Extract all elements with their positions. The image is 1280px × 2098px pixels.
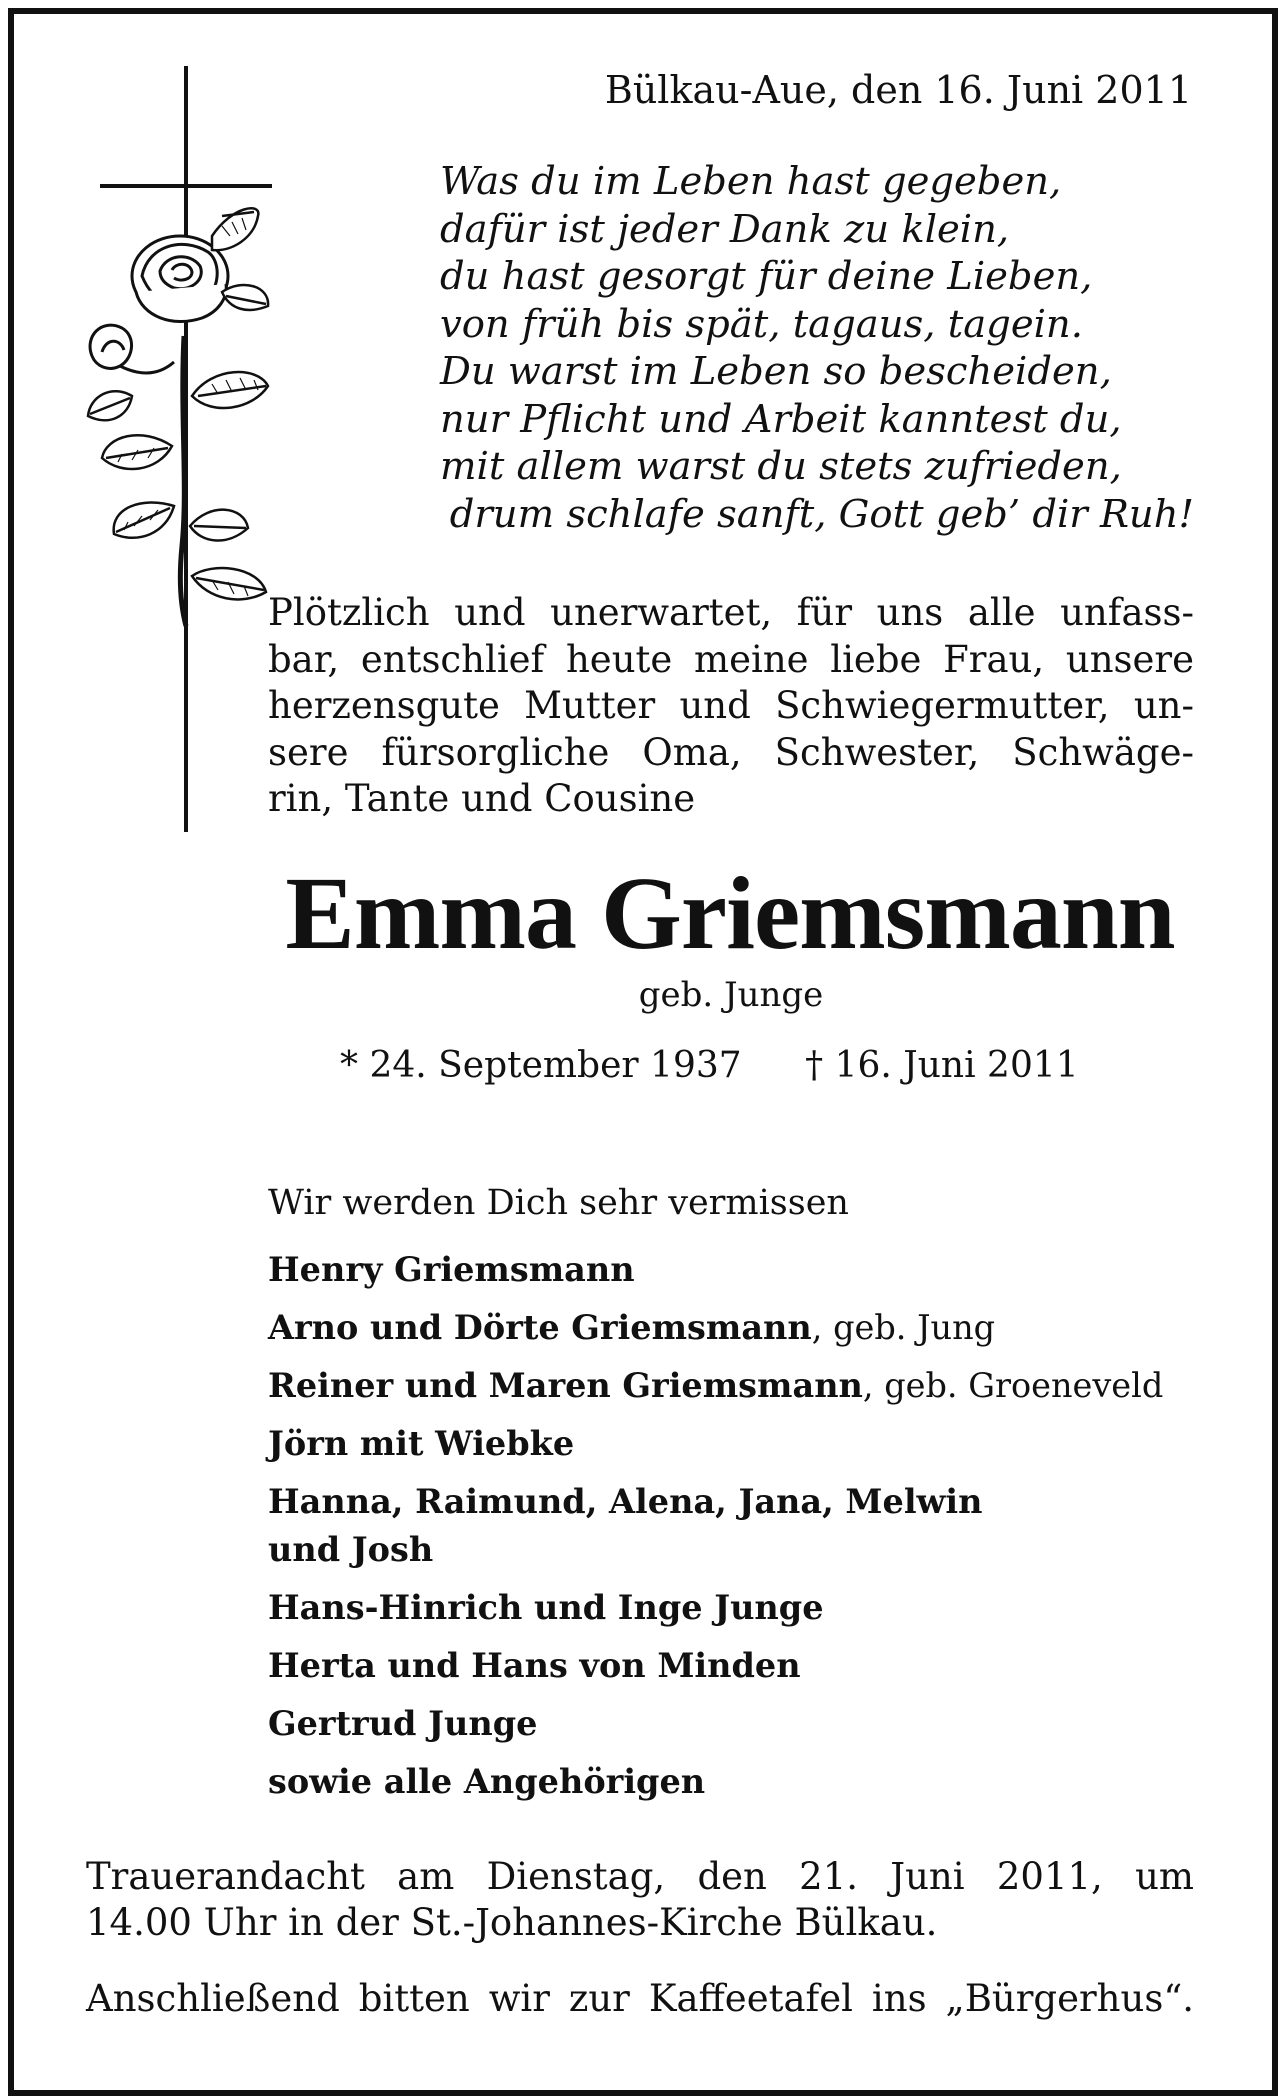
deceased-name: Emma Griemsmann (285, 856, 1175, 971)
poem-line: Du warst im Leben so bescheiden, (440, 349, 1112, 394)
missing-you-text: Wir werden Dich sehr vermissen (268, 1183, 849, 1223)
intro-line: rin, Tante und Cousine (268, 777, 696, 820)
mourner-entry: Reiner und Maren Griemsmann, geb. Groeneveld (268, 1366, 1164, 1405)
memorial-service-info (86, 1854, 1194, 1946)
mourner-entry: Hanna, Raimund, Alena, Jana, Melwin und Josh (268, 1482, 983, 1569)
mourner-entry: Herta und Hans von Minden (268, 1646, 801, 1685)
poem (440, 158, 1194, 538)
intro-paragraph (268, 590, 1194, 823)
poem-line: Was du im Leben hast gegeben, (440, 159, 1062, 204)
poem-line: dafür ist jeder Dank zu klein, (440, 206, 1010, 252)
mourner-entry: Hans-Hinrich und Inge Junge (268, 1588, 824, 1627)
ceremony-line: Trauerandacht am Dienstag, den 21. Juni 2011, um (86, 1855, 1194, 1898)
place-and-date: Bülkau-Aue, den 16. Juni 2011 (604, 68, 1192, 112)
poem-line: von früh bis spät, tagaus, tagein. (440, 301, 1083, 347)
mourner-entry: sowie alle Angehörigen (268, 1762, 706, 1801)
death-date: † 16. Juni 2011 (805, 1045, 1079, 1086)
poem-line: mit allem warst du stets zufrieden, (440, 444, 1122, 489)
mourner-entry: Gertrud Junge (268, 1704, 538, 1743)
intro-line: herzensgute Mutter und Schwiegermutter, un- (268, 684, 1194, 727)
life-dates (340, 1040, 1140, 1092)
mourner-entry: Jörn mit Wiebke (268, 1424, 575, 1463)
mourner-entry: Arno und Dörte Griemsmann, geb. Jung (268, 1308, 996, 1347)
intro-line: Plötzlich und unerwartet, für uns alle unfass- (268, 591, 1194, 634)
ceremony-line: 14.00 Uhr in der St.-Johannes-Kirche Bülkau. (86, 1901, 938, 1944)
mourners-list (268, 1246, 1203, 1816)
poem-line: nur Pflicht und Arbeit kanntest du, (440, 396, 1122, 442)
poem-line: drum schlafe sanft, Gott geb’ dir Ruh! (449, 491, 1194, 537)
intro-line: bar, entschlief heute meine liebe Frau, unsere (268, 637, 1194, 681)
cross-with-rose-icon (62, 66, 292, 836)
maiden-name: geb. Junge (638, 975, 824, 1015)
intro-line: sere fürsorgliche Oma, Schwester, Schwäge- (268, 730, 1194, 774)
poem-line: du hast gesorgt für deine Lieben, (440, 254, 1093, 299)
mourner-entry: Henry Griemsmann (268, 1250, 635, 1289)
birth-date: * 24. September 1937 (340, 1045, 742, 1086)
coffee-invitation: Anschließend bitten wir zur Kaffeetafel ins „Bürgerhus“. (86, 1977, 1194, 2020)
